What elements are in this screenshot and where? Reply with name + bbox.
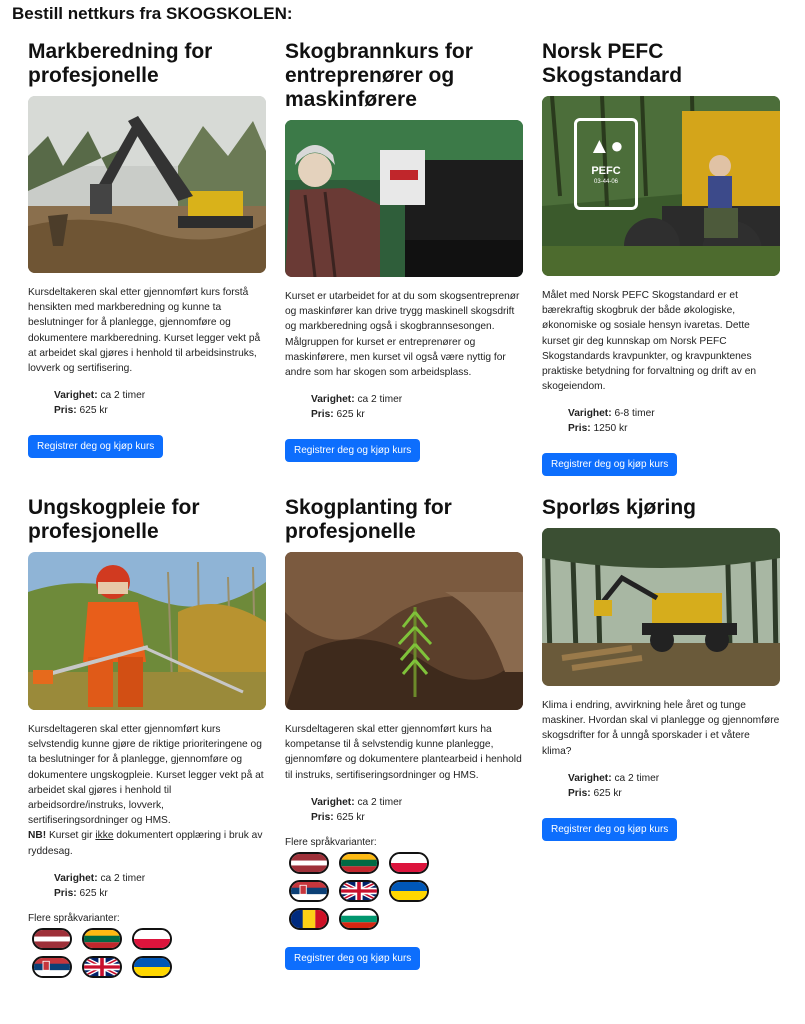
price-value: 625 kr xyxy=(79,405,108,417)
latvia-flag[interactable] xyxy=(289,852,329,874)
course-image[interactable] xyxy=(285,552,523,710)
course-title: Sporløs kjøring xyxy=(542,496,697,519)
course-description: Kurset er utarbeidet for at du som skogsentreprenør og maskinfører kan drive trygg maskinell skogsdrift og markberedning også i skogbrannsesongen. Målgruppen for kurset er entreprenører og maskinførere, men kurset vil også være nyttig for andre som har skogen som arbeidsplass. xyxy=(285,291,520,379)
languages-label: Flere språkvarianter: xyxy=(285,836,377,848)
course-title: Norsk PEFC Skogstandard xyxy=(542,40,683,87)
register-button[interactable]: Registrer deg og kjøp kurs xyxy=(285,947,420,970)
course-image[interactable] xyxy=(542,96,780,276)
latvia-flag[interactable] xyxy=(32,928,72,950)
duration-value: ca 2 timer xyxy=(614,772,660,784)
course-description: Kursdeltakeren skal etter gjennomført kurs forstå hensikten med markberedning og kunne ta beslutninger for å planlegge, gjennomføre og dokumentere markberedning. Kurset legger vekt på at arbeidet skal gjøres i henhold til arbeidsinstruks, lovverk og sertifisering. xyxy=(28,287,261,375)
duration-value: ca 2 timer xyxy=(357,796,403,808)
register-button[interactable]: Registrer deg og kjøp kurs xyxy=(542,818,677,841)
course-title: Skogbrannkurs for entreprenører og maskinførere xyxy=(285,40,473,111)
page-heading: Bestill nettkurs fra SKOGSKOLEN: xyxy=(12,4,293,23)
poland-flag[interactable] xyxy=(132,928,172,950)
course-meta: Varighet: 6-8 timer Pris: 1250 kr xyxy=(568,408,655,435)
duration-value: ca 2 timer xyxy=(357,394,403,406)
duration-value: 6-8 timer xyxy=(614,408,655,420)
ukraine-flag[interactable] xyxy=(132,956,172,978)
course-meta: Varighet: ca 2 timer Pris: 625 kr xyxy=(54,872,146,899)
uk-flag[interactable] xyxy=(339,880,379,902)
language-flags xyxy=(32,928,192,978)
course-description: Klima i endring, avvirkning hele året og tunge maskiner. Hvordan skal vi planlegge og gjennomføre skogsdrifter for å unngå sporskader i et våtere klima? xyxy=(542,700,780,757)
price-value: 625 kr xyxy=(593,787,622,799)
duration-value: ca 2 timer xyxy=(100,390,146,402)
register-button[interactable]: Registrer deg og kjøp kurs xyxy=(542,453,677,476)
register-button[interactable]: Registrer deg og kjøp kurs xyxy=(28,435,163,458)
course-title: Markberedning for profesjonelle xyxy=(28,40,213,87)
course-card-markberedning xyxy=(28,40,266,458)
course-card-sporlos-kjoring xyxy=(542,496,780,841)
course-card-pefc xyxy=(542,40,780,476)
lithuania-flag[interactable] xyxy=(82,928,122,950)
serbia-flag[interactable] xyxy=(32,956,72,978)
serbia-flag[interactable] xyxy=(289,880,329,902)
course-image[interactable] xyxy=(28,552,266,710)
course-title: Ungskogpleie for profesjonelle xyxy=(28,496,200,543)
course-description: Målet med Norsk PEFC Skogstandard er et bærekraftig skogbruk der både økologiske, økonomiske og sosiale hensyn ivaretas. Dette kurset gir deg kunnskap om Norsk PEFC Skogstandards kravpunkter, og kravpunktenes praktiske betydning for forvaltning og drift av en skogeiendom. xyxy=(542,290,757,393)
course-image[interactable] xyxy=(28,96,266,273)
course-title: Skogplanting for profesjonelle xyxy=(285,496,452,543)
tree-icon: ▲● xyxy=(588,133,624,158)
uk-flag[interactable] xyxy=(82,956,122,978)
price-value: 625 kr xyxy=(79,887,108,899)
course-meta: Varighet: ca 2 timer Pris: 625 kr xyxy=(311,394,403,421)
course-meta: Varighet: ca 2 timer Pris: 625 kr xyxy=(568,772,660,799)
bulgaria-flag[interactable] xyxy=(339,908,379,930)
course-description: Kursdeltageren skal etter gjennomført kurs selvstendig kunne gjøre de riktige prioriteringene og ta beslutninger for å planlegge, gjennomføre og dokumentere ungskogpleie. Kurset legger vekt på at arbeidet skal gjøres i henhold til arbeidsordre/instruks, lovverk, sertifiseringsordninger og HMS. NB! Kurset gir ikke dokumentert opplæring i bruk av ryddesag. xyxy=(28,724,264,857)
languages-label: Flere språkvarianter: xyxy=(28,912,120,924)
language-flags xyxy=(289,852,449,930)
course-image[interactable] xyxy=(542,528,780,686)
romania-flag[interactable] xyxy=(289,908,329,930)
ukraine-flag[interactable] xyxy=(389,880,429,902)
price-value: 625 kr xyxy=(336,811,365,823)
course-image[interactable] xyxy=(285,120,523,277)
price-value: 625 kr xyxy=(336,409,365,421)
poland-flag[interactable] xyxy=(389,852,429,874)
course-meta: Varighet: ca 2 timer Pris: 625 kr xyxy=(311,796,403,823)
course-description: Kursdeltageren skal etter gjennomført kurs ha kompetanse til å selvstendig kunne planlegge, gjennomføre og dokumentere plantearbeid i henhold til instruks, sertifiseringsordninger og HMS. xyxy=(285,724,522,781)
course-meta: Varighet: ca 2 timer Pris: 625 kr xyxy=(54,390,146,417)
course-card-skogbrannkurs xyxy=(285,40,523,462)
register-button[interactable]: Registrer deg og kjøp kurs xyxy=(285,439,420,462)
price-value: 1250 kr xyxy=(593,423,628,435)
lithuania-flag[interactable] xyxy=(339,852,379,874)
course-card-skogplanting xyxy=(285,496,523,970)
duration-value: ca 2 timer xyxy=(100,872,146,884)
course-card-ungskogpleie xyxy=(28,496,266,978)
pefc-logo: ▲● PEFC 03-44-06 xyxy=(574,118,638,210)
